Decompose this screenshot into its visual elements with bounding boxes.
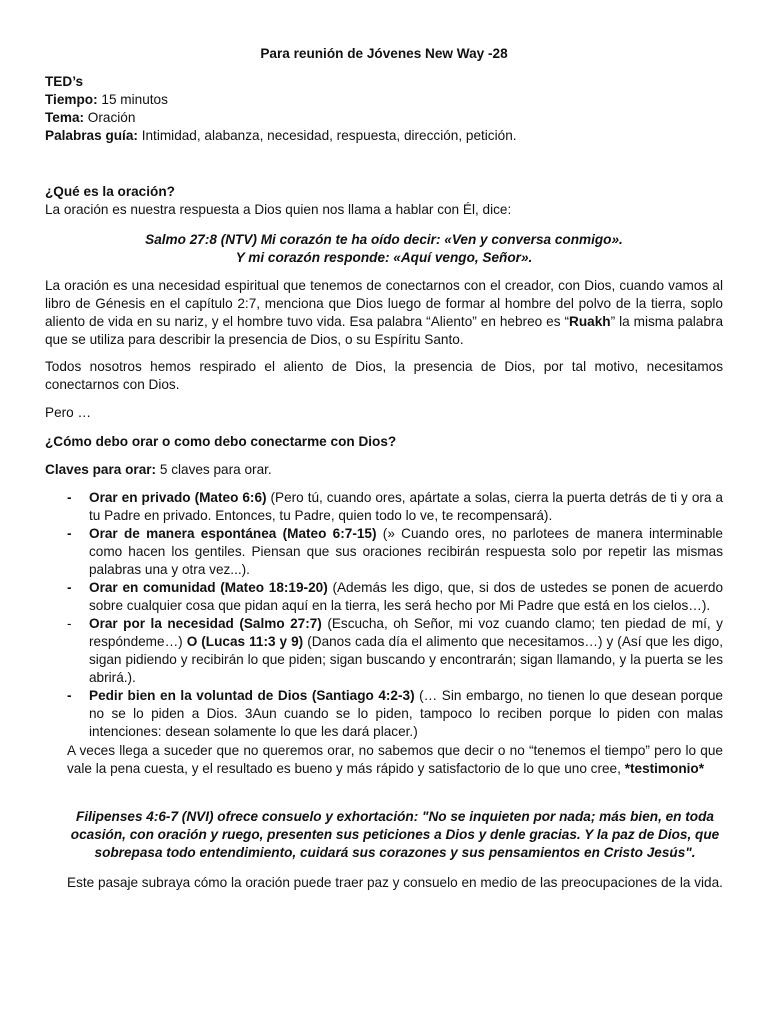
key-text: (Además les digo, que, si dos de ustedes se ponen de acuerdo sobre cualquier cosa que pidan aquí en la tierra, les será hecho por Mi Padre que está en los cielos…). [89, 580, 723, 613]
salmo-quote-line2: Y mi corazón responde: «Aquí vengo, Señor». [235, 250, 533, 265]
key-title: Orar por la necesidad (Salmo 27:7) [89, 616, 322, 631]
list-item [45, 525, 723, 579]
list-item [45, 579, 723, 615]
teds-label: TED’s [45, 74, 84, 89]
paragraph-ruakh-before: La oración es una necesidad espiritual que tenemos de conectarnos con el creador, con Dios, cuando vamos al libro de Génesis en el capítulo 2:7, menciona que Dios luego de formar al hombre del polvo de la tierra, soplo aliento de vida en su nariz, y el hombre tuvo vida. Esa palabra “Aliento” en hebreo es “ [45, 278, 723, 329]
palabras-row [45, 127, 725, 145]
filipenses-quote: Filipenses 4:6-7 (NVI) ofrece consuelo y exhortación: "No se inquieten por nada; más bien, en toda ocasión, con oración y ruego, presenten sus peticiones a Dios y denle gracias. Y la paz de Dios, que sobrepasa todo entendimiento, cuidará sus corazones y sus pensamientos en Cristo Jesús". [70, 809, 720, 860]
como-heading: ¿Cómo debo orar o como debo conectarme con Dios? [45, 434, 397, 449]
key-text: (Pero tú, cuando ores, apártate a solas, cierra la puerta detrás de ti y ora a tu Padre en privado. Entonces, tu Padre, quien todo lo ve, te recompensará). [89, 490, 723, 523]
tiempo-label: Tiempo: [45, 92, 98, 107]
key-text: (Escucha, oh Señor, mi voz cuando clamo; ten piedad de mí, y respóndeme…) [89, 616, 723, 649]
tiempo-row [45, 91, 725, 109]
paragraph-ruakh [45, 277, 723, 349]
list-item [45, 687, 723, 741]
tema-value: Oración [84, 110, 136, 125]
list-bullet: - [67, 580, 72, 595]
a-veces-text: A veces llega a suceder que no queremos orar, no sabemos que decir o no “tenemos el tiempo” pero lo que vale la pena cuesta, y el resultado es bueno y más rápido y satisfactorio de lo que uno cree, [67, 743, 723, 776]
key-title: Orar en comunidad (Mateo 18:19-20) [89, 580, 328, 595]
paragraph-a-veces [67, 742, 723, 778]
key-text-secondary: (Danos cada día el alimento que necesitamos…) y (Así que les digo, sigan pidiendo y recibirán lo que piden; sigan buscando y encontrarán; sigan llamando, y la puerta se les abrirá.). [89, 634, 724, 685]
list-item [45, 489, 723, 525]
que-es-heading: ¿Qué es la oración? [45, 184, 175, 199]
salmo-quote [45, 231, 723, 267]
testimonio-label: *testimonio* [624, 761, 704, 776]
list-bullet: - [67, 526, 72, 541]
palabras-value: Intimidad, alabanza, necesidad, respuesta, dirección, petición. [137, 128, 517, 143]
list-bullet: - [67, 616, 72, 631]
pero-text: Pero … [45, 405, 92, 420]
key-title-secondary: O (Lucas 11:3 y 9) [186, 634, 304, 649]
tiempo-value: 15 minutos [97, 92, 168, 107]
ruakh-word: Ruakh [569, 314, 611, 329]
meta-block [45, 73, 725, 145]
paragraph-ruakh-after: ” la misma palabra que se utiliza para describir la presencia de Dios, o su Espíritu Santo. [45, 314, 724, 347]
claves-label: Claves para orar: [45, 462, 157, 477]
claves-row [45, 461, 723, 479]
list-bullet: - [67, 688, 72, 703]
list-bullet: - [67, 490, 72, 505]
key-title: Orar de manera espontánea (Mateo 6:7-15) [89, 526, 377, 541]
key-text: (» Cuando ores, no parlotees de manera interminable como hacen los gentiles. Piensan que sus oraciones recibirán respuesta solo por repetir las mismas palabras una y otra vez...). [89, 526, 723, 577]
tema-row [45, 109, 725, 127]
claves-value: 5 claves para orar. [156, 462, 272, 477]
palabras-label: Palabras guía: [45, 128, 138, 143]
key-title: Pedir bien en la voluntad de Dios (Santiago 4:2-3) [89, 688, 415, 703]
que-es-intro: La oración es nuestra respuesta a Dios quien nos llama a hablar con Él, dice: [45, 202, 512, 217]
tema-label: Tema: [45, 110, 85, 125]
document-title: Para reunión de Jóvenes New Way -28 [260, 46, 508, 61]
key-title: Orar en privado (Mateo 6:6) [89, 490, 267, 505]
salmo-quote-line1: Salmo 27:8 (NTV) Mi corazón te ha oído decir: «Ven y conversa conmigo». [145, 232, 623, 247]
que-es-section [45, 183, 723, 219]
claves-list [45, 489, 723, 741]
list-item [45, 615, 723, 687]
paragraph-aliento: Todos nosotros hemos respirado el aliento de Dios, la presencia de Dios, por tal motivo, necesitamos conectarnos con Dios. [45, 359, 723, 392]
key-text: (… Sin embargo, no tienen lo que desean porque no se lo piden a Dios. 3Aun cuando se lo piden, tampoco lo reciben porque lo piden con malas intenciones: desean solamente lo que les dará placer.) [89, 688, 723, 739]
closing-paragraph: Este pasaje subraya cómo la oración puede traer paz y consuelo en medio de las preocupaciones de la vida. [67, 875, 723, 890]
